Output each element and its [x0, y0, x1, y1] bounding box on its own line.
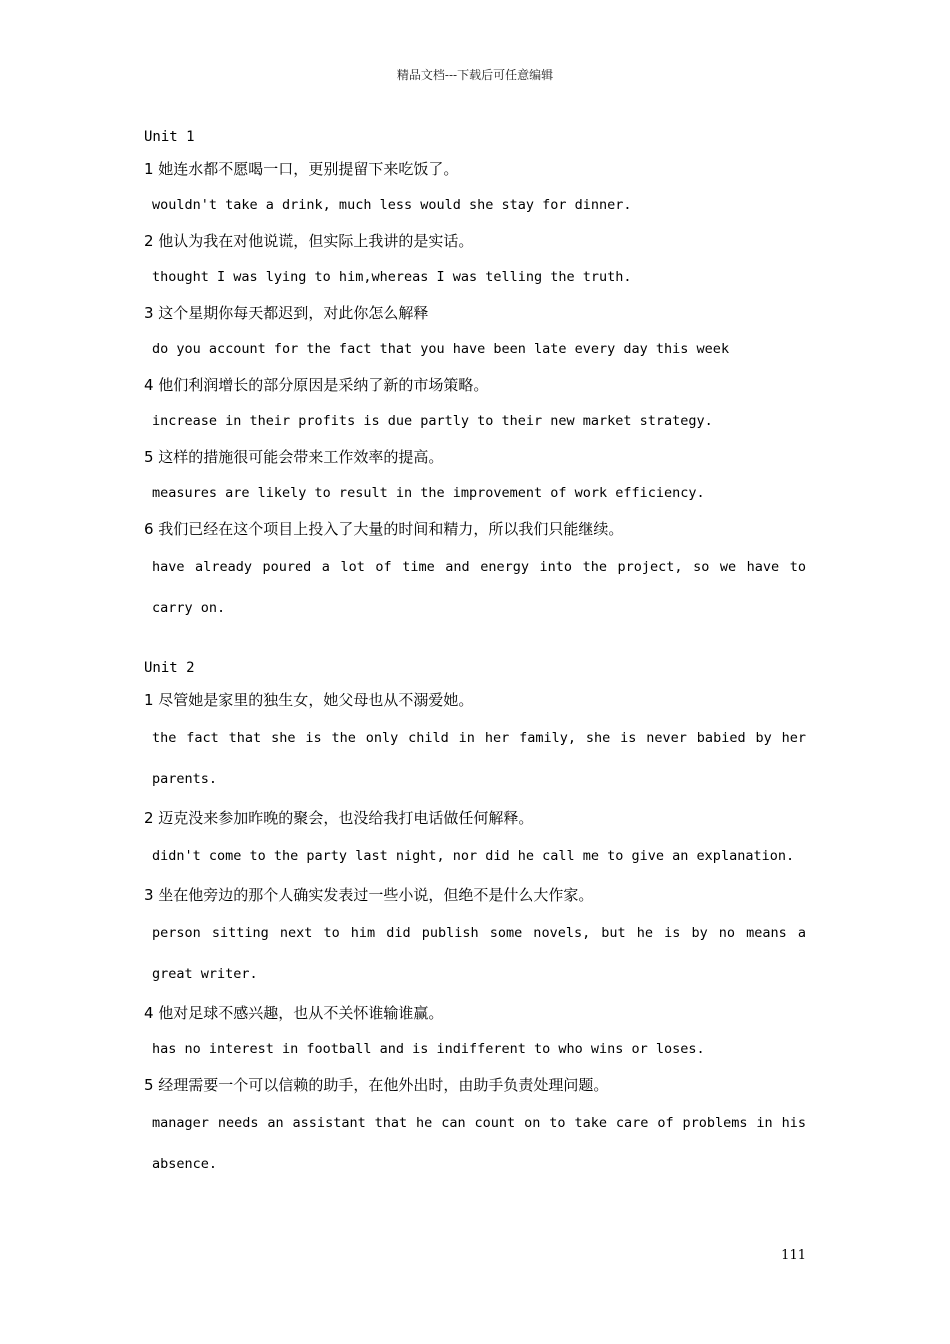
- chinese-sentence: 5 经理需要一个可以信赖的助手，在他外出时，由助手负责处理问题。: [144, 1076, 609, 1094]
- english-translation: has no interest in football and is indifferent to who wins or loses.: [152, 1041, 705, 1057]
- section-gap: [144, 629, 806, 655]
- chinese-sentence: 1 她连水都不愿喝一口，更别提留下来吃饭了。: [144, 160, 459, 178]
- chinese-sentence: 2 他认为我在对他说谎，但实际上我讲的是实话。: [144, 232, 474, 250]
- chinese-sentence: 2 迈克没来参加昨晚的聚会，也没给我打电话做任何解释。: [144, 809, 534, 827]
- unit-title: Unit 1: [144, 129, 195, 145]
- english-translation: wouldn't take a drink, much less would she stay for dinner.: [152, 197, 632, 213]
- english-translation: manager needs an assistant that he can count on to take care of problems in his absence.: [152, 1115, 806, 1172]
- chinese-sentence: 4 他们利润增长的部分原因是采纳了新的市场策略。: [144, 376, 489, 394]
- chinese-sentence: 5 这样的措施很可能会带来工作效率的提高。: [144, 448, 444, 466]
- chinese-sentence: 3 坐在他旁边的那个人确实发表过一些小说，但绝不是什么大作家。: [144, 886, 594, 904]
- english-translation: didn't come to the party last night, nor did he call me to give an explanation.: [152, 848, 795, 864]
- english-translation: measures are likely to result in the improvement of work efficiency.: [152, 485, 705, 501]
- page-header: 精品文档---下载后可任意编辑: [396, 68, 554, 82]
- english-translation: increase in their profits is due partly to their new market strategy.: [152, 413, 713, 429]
- chinese-sentence: 1 尽管她是家里的独生女，她父母也从不溺爱她。: [144, 691, 474, 709]
- chinese-sentence: 6 我们已经在这个项目上投入了大量的时间和精力，所以我们只能继续。: [144, 520, 624, 538]
- english-translation: the fact that she is the only child in her family, she is never babied by her parents.: [152, 730, 806, 787]
- page-content: [144, 124, 806, 1185]
- english-translation: thought I was lying to him,whereas I was telling the truth.: [152, 269, 632, 285]
- english-translation: have already poured a lot of time and energy into the project, so we have to carry on.: [152, 559, 806, 616]
- english-translation: person sitting next to him did publish some novels, but he is by no means a great writer.: [152, 925, 806, 982]
- chinese-sentence: 4 他对足球不感兴趣，也从不关怀谁输谁赢。: [144, 1004, 444, 1022]
- english-translation: do you account for the fact that you have been late every day this week: [152, 341, 730, 357]
- chinese-sentence: 3 这个星期你每天都迟到，对此你怎么解释: [144, 304, 429, 322]
- page-number: 111: [781, 1248, 806, 1263]
- unit-title: Unit 2: [144, 660, 195, 676]
